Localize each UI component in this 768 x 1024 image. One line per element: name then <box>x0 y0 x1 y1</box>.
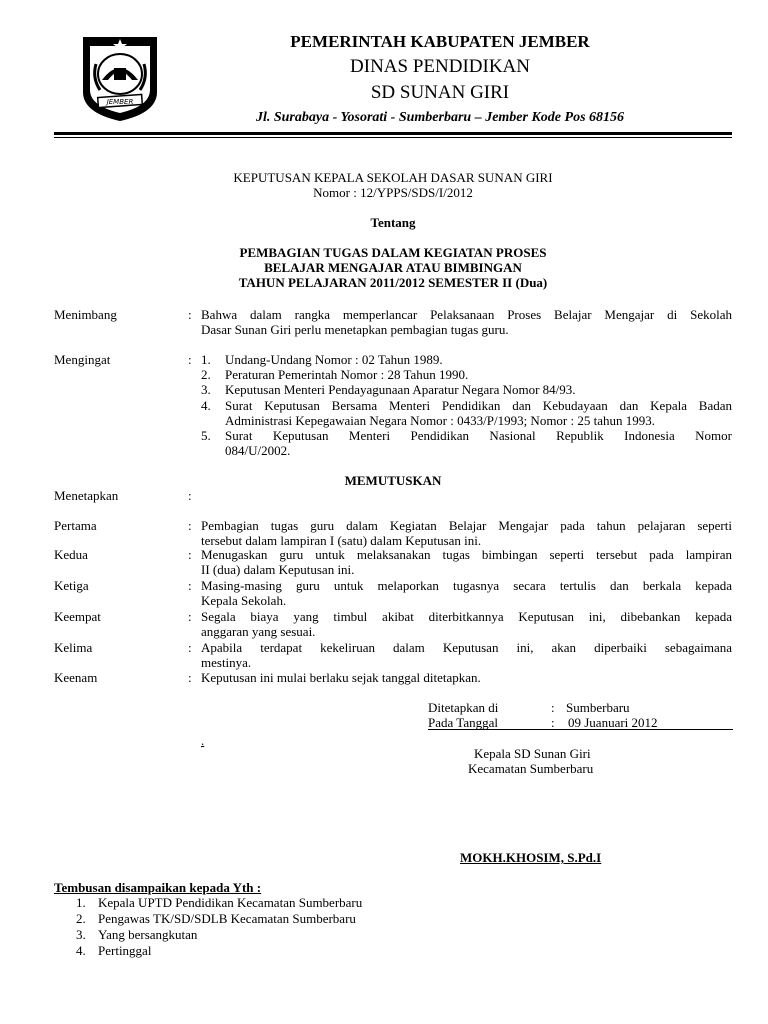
article-text-line2: Kepala Sekolah. <box>201 593 287 608</box>
mengingat-item-text: Administrasi Kepegawaian Negara Nomor : 0433/P/1993; Nomor : 25 tahun 1993. <box>225 413 656 428</box>
tembusan-item-number: 2. <box>76 911 86 926</box>
mengingat-label: Mengingat <box>54 352 111 367</box>
tembusan-heading: Tembusan disampaikan kepada Yth : <box>54 880 262 895</box>
signature-date-value: 09 Juanuari 2012 <box>568 715 658 730</box>
article-text-line1: Apabila terdapat kekeliruan dalam Keputusan ini, akan diperbaiki sebagaimana <box>201 640 732 655</box>
mengingat-item-number: 2. <box>201 367 211 382</box>
mengingat-item-number: 1. <box>201 352 211 367</box>
menimbang-label: Menimbang <box>54 307 117 322</box>
letterhead-government: PEMERINTAH KABUPATEN JEMBER <box>290 32 590 51</box>
article-label: Kedua <box>54 547 88 562</box>
mengingat-item-number: 3. <box>201 382 211 397</box>
menetapkan-label: Menetapkan <box>54 488 119 503</box>
letterhead-divider-thin <box>54 137 732 138</box>
decree-about: Tentang <box>370 215 416 230</box>
article-label: Pertama <box>54 518 97 533</box>
mengingat-item-text: Undang-Undang Nomor : 02 Tahun 1989. <box>225 352 443 367</box>
article-text-line2: tersebut dalam lampiran I (satu) dalam Keputusan ini. <box>201 533 482 548</box>
menimbang-colon: : <box>188 307 192 322</box>
mengingat-item-text: Keputusan Menteri Pendayagunaan Aparatur Negara Nomor 84/93. <box>225 382 576 397</box>
article-text <box>201 670 732 685</box>
tembusan-item <box>76 943 151 959</box>
letterhead-school: SD SUNAN GIRI <box>370 82 510 103</box>
mengingat-item-text: Surat Keputusan Bersama Menteri Pendidikan dan Kebudayaan dan Kepala Badan <box>225 398 732 413</box>
article-text-line1: Menugaskan guru untuk melaksanakan tugas bimbingan seperti tersebut pada lampiran <box>201 547 732 562</box>
menetapkan-colon: : <box>188 488 192 503</box>
logo-text: JEMBER <box>106 98 134 106</box>
signature-date-colon: : <box>551 715 555 730</box>
menimbang-text-line2: Dasar Sunan Giri perlu menetapkan pembagian tugas guru. <box>201 322 509 337</box>
tembusan-item-text: Pengawas TK/SD/SDLB Kecamatan Sumberbaru <box>98 911 356 926</box>
article-text-line1: Pembagian tugas guru dalam Kegiatan Belajar Mengajar pada tahun pelajaran seperti <box>201 518 732 533</box>
article-label: Kelima <box>54 640 93 655</box>
article-text <box>201 547 732 577</box>
letterhead-department: DINAS PENDIDIKAN <box>350 56 530 77</box>
article-text <box>201 578 732 608</box>
article-text <box>201 518 732 548</box>
article-text-line1: Keputusan ini mulai berlaku sejak tanggal ditetapkan. <box>201 670 481 685</box>
signature-place-colon: : <box>551 700 555 715</box>
menimbang-text-line1: Bahwa dalam rangka memperlancar Pelaksanaan Proses Belajar Mengajar di Sekolah <box>201 307 732 322</box>
memutuskan-heading: MEMUTUSKAN <box>344 473 442 488</box>
article-colon: : <box>188 518 192 533</box>
tembusan-item-number: 4. <box>76 943 86 958</box>
tembusan-item-text: Kepala UPTD Pendidikan Kecamatan Sumberbaru <box>98 895 363 910</box>
signature-place-label: Ditetapkan di <box>428 700 499 715</box>
signature-role-line2: Kecamatan Sumberbaru <box>468 761 594 776</box>
article-text-line1: Masing-masing guru untuk melaporkan tugasnya secara tertulis dan berkala kepada <box>201 578 732 593</box>
article-label: Ketiga <box>54 578 89 593</box>
article-text <box>201 609 732 639</box>
article-colon: : <box>188 670 192 685</box>
jember-regency-logo <box>80 34 160 122</box>
tembusan-item <box>76 927 197 943</box>
signatory-name: MOKH.KHOSIM, S.Pd.I <box>460 850 602 865</box>
article-text-line2: anggaran yang sesuai. <box>201 624 316 639</box>
mengingat-colon: : <box>188 352 192 367</box>
tembusan-item-text: Pertinggal <box>98 943 152 958</box>
article-colon: : <box>188 609 192 624</box>
article-text <box>201 640 732 670</box>
signature-role-line1: Kepala SD Sunan Giri <box>474 746 591 761</box>
tembusan-item <box>76 911 356 927</box>
decree-subject-line2: BELAJAR MENGAJAR ATAU BIMBINGAN <box>264 260 522 275</box>
mengingat-item-text: Peraturan Pemerintah Nomor : 28 Tahun 1990. <box>225 367 469 382</box>
decree-number: Nomor : 12/YPPS/SDS/I/2012 <box>313 185 473 200</box>
mengingat-item-number: 5. <box>201 428 211 443</box>
tembusan-item-text: Yang bersangkutan <box>98 927 198 942</box>
mengingat-item-text: Surat Keputusan Menteri Pendidikan Nasional Republik Indonesia Nomor <box>225 428 732 443</box>
mengingat-item-text: 084/U/2002. <box>225 443 291 458</box>
stray-dot: . <box>201 733 205 748</box>
article-colon: : <box>188 578 192 593</box>
signature-date-label: Pada Tanggal <box>428 715 498 730</box>
tembusan-item <box>76 895 362 911</box>
article-text-line2: II (dua) dalam Keputusan ini. <box>201 562 355 577</box>
decree-subject-line3: TAHUN PELAJARAN 2011/2012 SEMESTER II (Dua) <box>238 275 548 290</box>
article-label: Keenam <box>54 670 98 685</box>
letterhead-divider-thick <box>54 132 732 135</box>
decree-subject-line1: PEMBAGIAN TUGAS DALAM KEGIATAN PROSES <box>239 245 547 260</box>
mengingat-item-number: 4. <box>201 398 211 413</box>
article-label: Keempat <box>54 609 101 624</box>
article-colon: : <box>188 640 192 655</box>
article-colon: : <box>188 547 192 562</box>
article-text-line2: mestinya. <box>201 655 252 670</box>
article-text-line1: Segala biaya yang timbul akibat diterbitkannya Keputusan ini, dibebankan kepada <box>201 609 732 624</box>
letterhead-address: Jl. Surabaya - Yosorati - Sumberbaru – Jember Kode Pos 68156 <box>255 110 625 125</box>
menimbang-text <box>201 307 732 337</box>
decree-title: KEPUTUSAN KEPALA SEKOLAH DASAR SUNAN GIRI <box>233 170 553 185</box>
tembusan-item-number: 3. <box>76 927 86 942</box>
signature-place-value: Sumberbaru <box>566 700 630 715</box>
tembusan-item-number: 1. <box>76 895 86 910</box>
